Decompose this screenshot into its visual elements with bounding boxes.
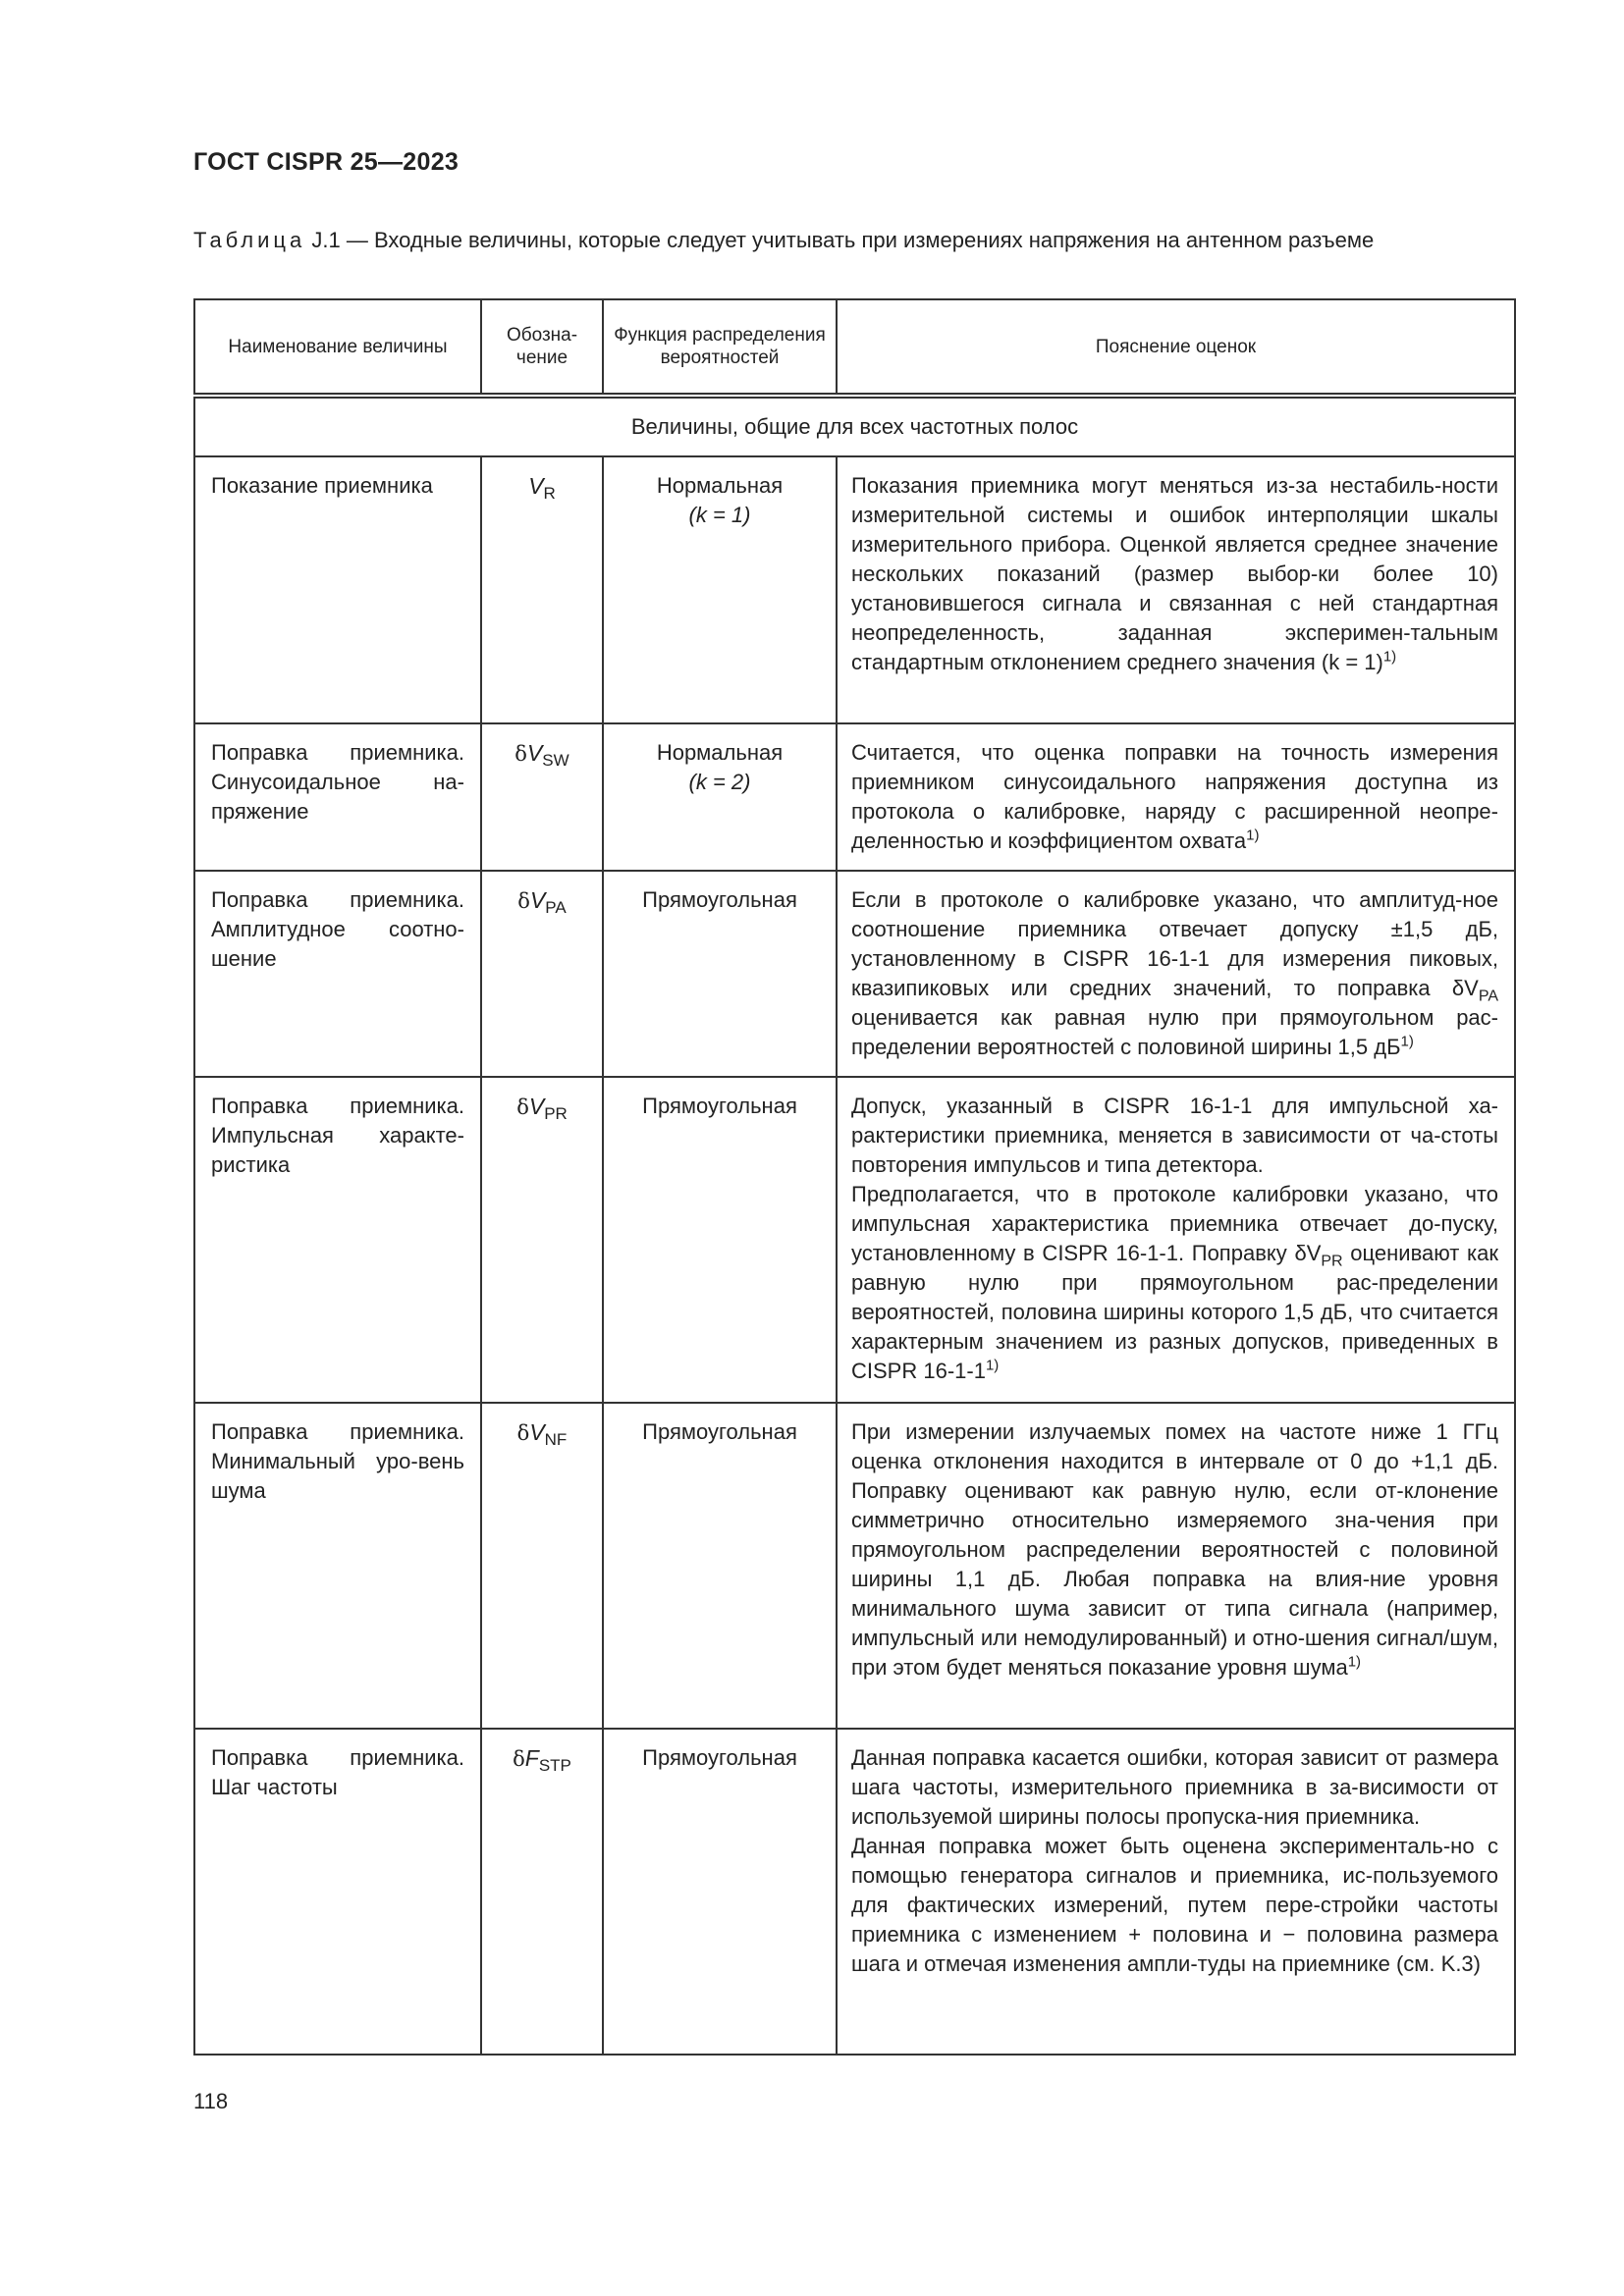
table-row <box>194 1403 1515 1729</box>
column-header-name: Наименование величины <box>194 299 481 396</box>
distribution: Прямоугольная <box>603 1729 837 2055</box>
explanation: Допуск, указанный в CISPR 16-1-1 для импульсной ха-рактеристики приемника, меняется в зависимости от ча-стоты повторения импульсов и типа детектора. Предполагается, что в протоколе калибровки указано, что импульсная характеристика приемника отвечает до-пуску, установленному в CISPR 16-1-1. Поправку $\delta V_{PR}$ оценивают как равную нулю при прямоугольном рас-пределении вероятностей, половина ширины которого 1,5 дБ, что считается характерным значением из разных допусков, приведенных в CISPR 16-1-1$^{1)}$ <box>837 1077 1515 1403</box>
caption-text: J.1 — Входные величины, которые следует учитывать при измерениях напряжения на антенном разъеме <box>311 228 1375 252</box>
explanation: Считается, что оценка поправки на точность измерения приемником синусоидального напряжения доступна из протокола о калибровке, наряду с расширенной неопре-деленностью и коэффициентом охвата$^{1)}$ <box>837 723 1515 871</box>
table-header-row <box>194 299 1515 396</box>
quantity-name: Поправка приемника. Амплитудное соотно-шение <box>194 871 481 1077</box>
page-number: 118 <box>193 2089 229 2113</box>
quantity-name: Поправка приемника. Минимальный уро-вень шума <box>194 1403 481 1729</box>
distribution: Прямоугольная <box>603 1403 837 1729</box>
caption-label: Таблица <box>193 228 306 252</box>
quantity-name: Поправка приемника. Шаг частоты <box>194 1729 481 2055</box>
quantity-symbol: $\delta V_{PA}$ <box>481 871 603 1077</box>
section-row <box>194 396 1515 456</box>
quantity-symbol: $V_R$ <box>481 456 603 723</box>
quantity-name: Показание приемника <box>194 456 481 723</box>
column-header-distribution: Функция распределения вероятностей <box>603 299 837 396</box>
distribution: Прямоугольная <box>603 1077 837 1403</box>
column-header-explanation: Пояснение оценок <box>837 299 1515 396</box>
quantity-symbol: $\delta V_{SW}$ <box>481 723 603 871</box>
quantity-symbol: $\delta V_{PR}$ <box>481 1077 603 1403</box>
section-title: Величины, общие для всех частотных полос <box>194 396 1515 456</box>
explanation: При измерении излучаемых помех на частоте ниже 1 ГГц оценка отклонения находится в интервале от 0 до +1,1 дБ. Поправку оценивают как равную нулю, если от-клонение симметрично относительно измеряемого зна-чения при прямоугольном распределении вероятностей с половиной ширины 1,1 дБ. Любая поправка на влия-ние уровня минимального шума зависит от типа сигнала (например, импульсный или немодулированный) и отно-шения сигнал/шум, при этом будет меняться показание уровня шума$^{1)}$ <box>837 1403 1515 1729</box>
explanation: Показания приемника могут меняться из-за нестабиль-ности измерительной системы и ошибок интерполяции шкалы измерительного прибора. Оценкой является среднее значение нескольких показаний (размер выбор-ки более 10) установившегося сигнала и связанная с ней стандартная неопределенность, заданная эксперимен-тальным стандартным отклонением среднего значения (k = 1)$^{1)}$ <box>837 456 1515 723</box>
explanation: Если в протоколе о калибровке указано, что амплитуд-ное соотношение приемника отвечает допуску ±1,5 дБ, установленному в CISPR 16-1-1 для измерения пиковых, квазипиковых или средних значений, то поправка $\delta V_{PA}$ оценивается как равная нулю при прямоугольном рас-пределении вероятностей с половиной ширины 1,5 $дБ^{1)}$ <box>837 871 1515 1077</box>
distribution: Нормальная (k = 1) <box>603 456 837 723</box>
distribution: Нормальная (k = 2) <box>603 723 837 871</box>
quantity-symbol: $\delta F_{STP}$ <box>481 1729 603 2055</box>
table-row <box>194 1729 1515 2055</box>
distribution: Прямоугольная <box>603 871 837 1077</box>
table-row <box>194 723 1515 871</box>
explanation: Данная поправка касается ошибки, которая зависит от размера шага частоты, измерительного приемника в за-висимости от используемой ширины полосы пропуска-ния приемника. Данная поправка может быть оценена эксперименталь-но с помощью генератора сигналов и приемника, ис-пользуемого для фактических измерений, путем пере-стройки частоты приемника с изменением + половина и − половина размера шага и отмечая изменения ампли-туды на приемнике (см. K.3) <box>837 1729 1515 2055</box>
table-row <box>194 1077 1515 1403</box>
table-caption <box>193 226 1514 254</box>
table-row <box>194 871 1515 1077</box>
table-row <box>194 456 1515 723</box>
quantity-name: Поправка приемника. Импульсная характе-ристика <box>194 1077 481 1403</box>
quantity-symbol: $\delta V_{NF}$ <box>481 1403 603 1729</box>
input-quantities-table <box>193 298 1516 2056</box>
quantity-name: Поправка приемника. Синусоидальное на-пряжение <box>194 723 481 871</box>
column-header-symbol: Обозна-чение <box>481 299 603 396</box>
standard-header: ГОСТ CISPR 25—2023 <box>193 148 460 176</box>
